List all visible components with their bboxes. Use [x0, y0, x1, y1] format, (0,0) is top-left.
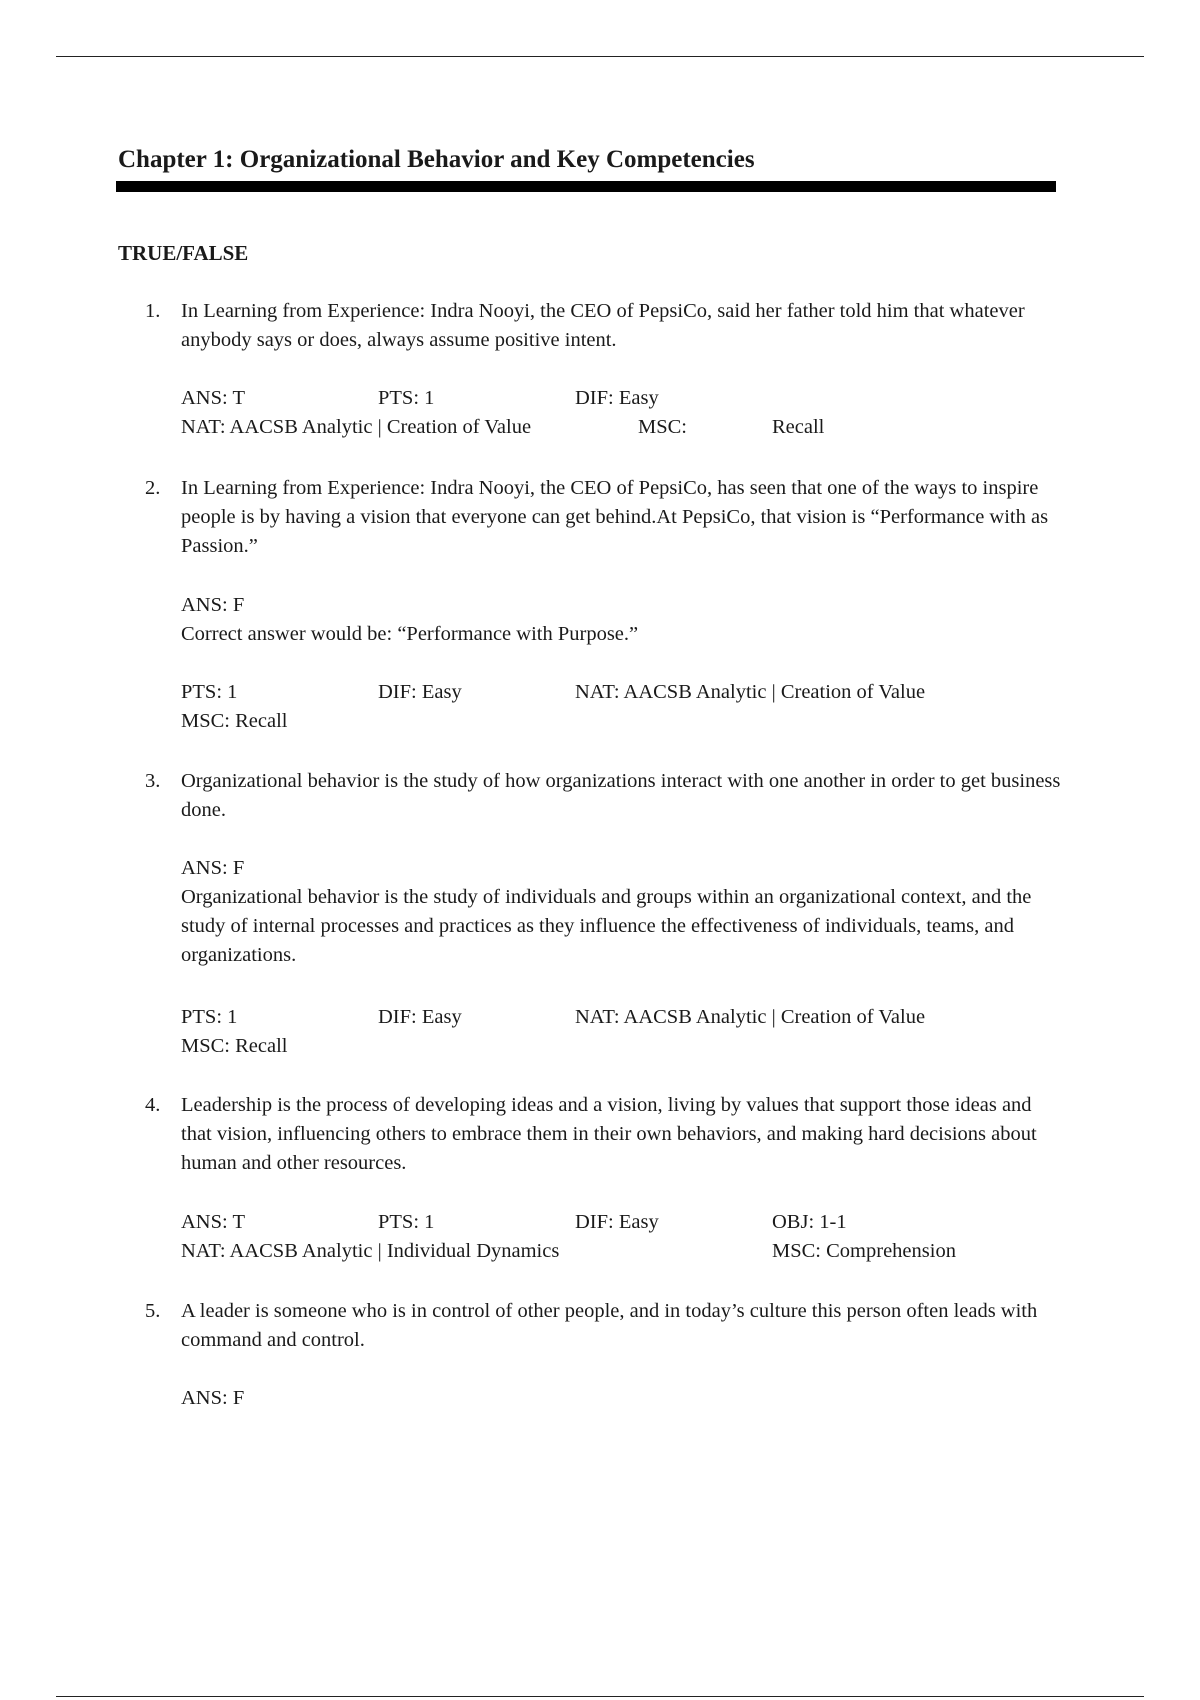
- msc-label: MSC:: [638, 416, 687, 438]
- question-number: 5.: [145, 1300, 161, 1322]
- difficulty-value: DIF: Easy: [378, 1006, 462, 1028]
- question-number: 4.: [145, 1094, 161, 1116]
- answer-value: ANS: T: [181, 1211, 245, 1233]
- title-bar: [116, 181, 1056, 192]
- answer-value: ANS: F: [181, 1387, 245, 1409]
- difficulty-value: DIF: Easy: [575, 1211, 659, 1233]
- answer-explanation: Correct answer would be: “Performance with Purpose.”: [181, 623, 639, 645]
- question-text: A leader is someone who is in control of other people, and in today’s culture this person often leads with command and control.: [181, 1300, 1038, 1351]
- question-text: In Learning from Experience: Indra Nooyi, the CEO of PepsiCo, has seen that one of the ways to inspire people is by having a vision that everyone can get behind.At PepsiCo, that vision is “Performance with as Passion.”: [181, 477, 1049, 557]
- nat-value: NAT: AACSB Analytic | Individual Dynamics: [181, 1240, 560, 1262]
- nat-value: NAT: AACSB Analytic | Creation of Value: [181, 416, 532, 438]
- top-rule: [56, 56, 1144, 57]
- msc-value: MSC: Recall: [181, 1035, 288, 1057]
- answer-explanation: Organizational behavior is the study of individuals and groups within an organizational context, and the study of internal processes and practices as they influence the effectiveness of individuals, teams, and organizations.: [181, 886, 1032, 966]
- chapter-title: Chapter 1: Organizational Behavior and Key Competencies: [118, 146, 755, 173]
- msc-value: Recall: [772, 416, 825, 438]
- question-text: Leadership is the process of developing ideas and a vision, living by values that support those ideas and that vision, influencing others to embrace them in their own behaviors, and making hard decisions about human and other resources.: [181, 1094, 1037, 1174]
- section-heading: TRUE/FALSE: [118, 241, 249, 265]
- answer-value: ANS: F: [181, 594, 245, 616]
- points-value: PTS: 1: [378, 1211, 435, 1233]
- points-value: PTS: 1: [378, 387, 435, 409]
- answer-value: ANS: F: [181, 857, 245, 879]
- msc-value: MSC: Recall: [181, 710, 288, 732]
- difficulty-value: DIF: Easy: [575, 387, 659, 409]
- points-value: PTS: 1: [181, 1006, 238, 1028]
- nat-value: NAT: AACSB Analytic | Creation of Value: [575, 1006, 926, 1028]
- question-text: Organizational behavior is the study of how organizations interact with one another in order to get business done.: [181, 770, 1061, 821]
- bottom-rule: [56, 1696, 1144, 1697]
- question-number: 1.: [145, 300, 161, 322]
- question-number: 3.: [145, 770, 161, 792]
- nat-value: NAT: AACSB Analytic | Creation of Value: [575, 681, 926, 703]
- answer-value: ANS: T: [181, 387, 245, 409]
- msc-value: MSC: Comprehension: [772, 1240, 956, 1262]
- question-text: In Learning from Experience: Indra Nooyi, the CEO of PepsiCo, said her father told him that whatever anybody says or does, always assume positive intent.: [181, 300, 1025, 351]
- points-value: PTS: 1: [181, 681, 238, 703]
- question-number: 2.: [145, 477, 161, 499]
- objective-value: OBJ: 1-1: [772, 1211, 847, 1233]
- difficulty-value: DIF: Easy: [378, 681, 462, 703]
